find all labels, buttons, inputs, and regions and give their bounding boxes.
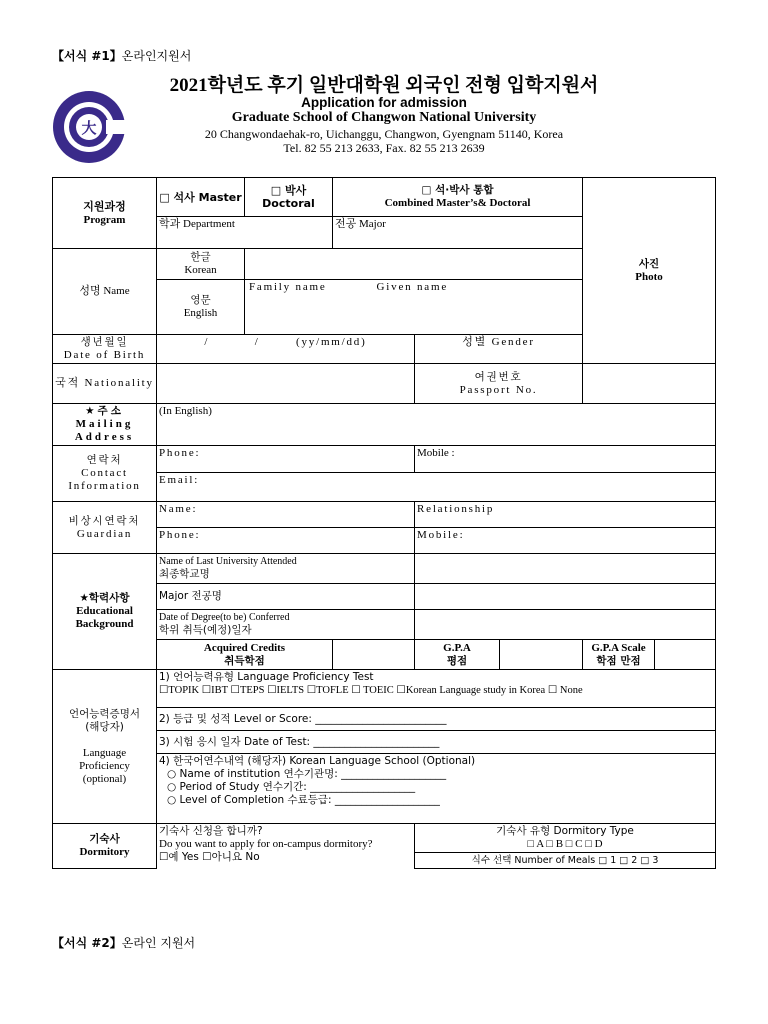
major-field[interactable]: [333, 217, 583, 249]
application-form-table: [52, 177, 716, 869]
language-test-type-question: 1) 언어능력유형 Language Proficiency Test: [159, 671, 374, 683]
education-label: ★학력사항 Educational Background: [53, 554, 157, 670]
address-label: ★주소 Mailing Address: [53, 404, 157, 446]
language-test-options[interactable]: ☐TOPIK ☐IBT ☐TEPS ☐IELTS ☐TOFLE ☐ TOEIC ☐Korean Language study in Korea ☐ None: [159, 685, 583, 696]
credits-label: Acquired Credits 취득학점: [157, 640, 333, 670]
guardian-relationship-label: Relationship: [417, 503, 495, 515]
dormitory-label: 기숙사 Dormitory: [53, 824, 157, 869]
degree-date-value[interactable]: [415, 610, 716, 640]
department-label: 학과 Department: [159, 218, 235, 230]
nationality-field[interactable]: [157, 364, 415, 404]
university-name: Graduate School of Changwon National University: [231, 110, 537, 125]
program-label: 지원과정 Program: [53, 178, 157, 249]
guardian-name-field[interactable]: [157, 502, 415, 528]
guardian-relationship-field[interactable]: [415, 502, 716, 528]
logo-emblem-text: 大: [81, 119, 97, 137]
guardian-phone-field[interactable]: [157, 528, 415, 554]
name-korean-field[interactable]: [245, 249, 583, 280]
gpa-label: G.P.A 평점: [415, 640, 500, 670]
university-contact: Tel. 82 55 213 2633, Fax. 82 55 213 2639: [283, 141, 485, 155]
guardian-mobile-label: Mobile:: [417, 529, 465, 541]
form-title-english: Application for admission: [301, 95, 467, 110]
gpa-scale-value[interactable]: [655, 640, 716, 670]
birth-label: 생년월일 Date of Birth: [53, 335, 157, 364]
family-name-hint: Family name: [249, 281, 327, 293]
nationality-label: 국적 Nationality: [53, 364, 157, 404]
language-score-field[interactable]: 2) 등급 및 성적 Level or Score: _________________________: [157, 708, 716, 731]
language-test-date-field[interactable]: 3) 시험 응시 일자 Date of Test: ________________________: [157, 731, 716, 754]
guardian-name-label: Name:: [159, 503, 198, 515]
major-label: 전공 Major: [335, 218, 386, 230]
address-hint: (In English): [159, 405, 212, 417]
last-university-field[interactable]: Name of Last University Attended 최종학교명: [157, 554, 415, 584]
gender-label: 성별 Gender: [415, 335, 583, 364]
gpa-value[interactable]: [500, 640, 583, 670]
dormitory-type-options[interactable]: □ A □ B □ C □ D: [527, 838, 603, 850]
contact-email-field[interactable]: [157, 473, 716, 502]
gpa-scale-label: G.P.A Scale 학점 만점: [583, 640, 655, 670]
passport-field[interactable]: [583, 364, 716, 404]
dormitory-answer-options[interactable]: ☐예 Yes ☐아니요 No: [159, 851, 260, 863]
guardian-mobile-field[interactable]: [415, 528, 716, 554]
department-field[interactable]: [157, 217, 333, 249]
university-address: 20 Changwondaehak-ro, Uichanggu, Changwon, Gyengnam 51140, Korea: [204, 127, 564, 141]
birth-field[interactable]: / / (yy/mm/dd): [157, 335, 415, 364]
name-english-field[interactable]: [245, 280, 583, 335]
guardian-phone-label: Phone:: [159, 529, 201, 541]
program-doctoral-checkbox[interactable]: □ 박사 Doctoral: [245, 178, 333, 217]
credits-value[interactable]: [333, 640, 415, 670]
form1-tag: 【서식 #1】온라인지원서: [52, 49, 192, 63]
name-english-label: 영문 English: [157, 280, 245, 335]
form-title-korean: 2021학년도 후기 일반대학원 외국인 전형 입학지원서: [169, 75, 599, 96]
program-combined-checkbox[interactable]: □ 석·박사 통합 Combined Master’s& Doctoral: [333, 178, 583, 217]
photo-box: 사진 Photo: [583, 178, 716, 364]
dormitory-apply-field[interactable]: 기숙사 신청을 합니까? Do you want to apply for on-campus dormitory? ☐예 Yes ☐아니요 No: [157, 824, 415, 869]
contact-mobile-field[interactable]: [415, 446, 716, 473]
education-major-field[interactable]: Major 전공명: [157, 584, 415, 610]
contact-phone-label: Phone:: [159, 447, 201, 459]
education-major-value[interactable]: [415, 584, 716, 610]
meals-field[interactable]: 식수 선택 Number of Meals □ 1 □ 2 □ 3: [415, 853, 716, 869]
contact-email-label: Email:: [159, 474, 200, 486]
given-name-hint: Given name: [376, 281, 448, 293]
language-test-type-field[interactable]: [157, 670, 716, 708]
name-label: 성명 Name: [53, 249, 157, 335]
contact-label: 연락처 Contact Information: [53, 446, 157, 502]
passport-label: 여권번호 Passport No.: [415, 364, 583, 404]
contact-mobile-label: Mobile :: [417, 447, 455, 459]
degree-date-field[interactable]: Date of Degree(to be) Conferred 학위 취득(예정)일자: [157, 610, 415, 640]
guardian-label: 비상시연락처 Guardian: [53, 502, 157, 554]
language-label: 언어능력증명서 (해당자) Language Proficiency (optional): [53, 670, 157, 824]
program-master-checkbox[interactable]: □ 석사 Master: [157, 178, 245, 217]
last-university-value[interactable]: [415, 554, 716, 584]
contact-phone-field[interactable]: [157, 446, 415, 473]
form2-tag: 【서식 #2】온라인 지원서: [52, 936, 196, 950]
name-korean-label: 한글 Korean: [157, 249, 245, 280]
korean-language-school-field[interactable]: 4) 한국어연수내역 (해당자) Korean Language School (Optional) ○ Name of institution 연수기관명: ____________________ ○ Period of Study 연수기간: ____________________ ○ Level of Completion 수료등급: ____________________: [157, 754, 716, 824]
address-field[interactable]: [157, 404, 716, 446]
dormitory-type-field[interactable]: 기숙사 유형 Dormitory Type □ A □ B □ C □ D: [415, 824, 716, 853]
